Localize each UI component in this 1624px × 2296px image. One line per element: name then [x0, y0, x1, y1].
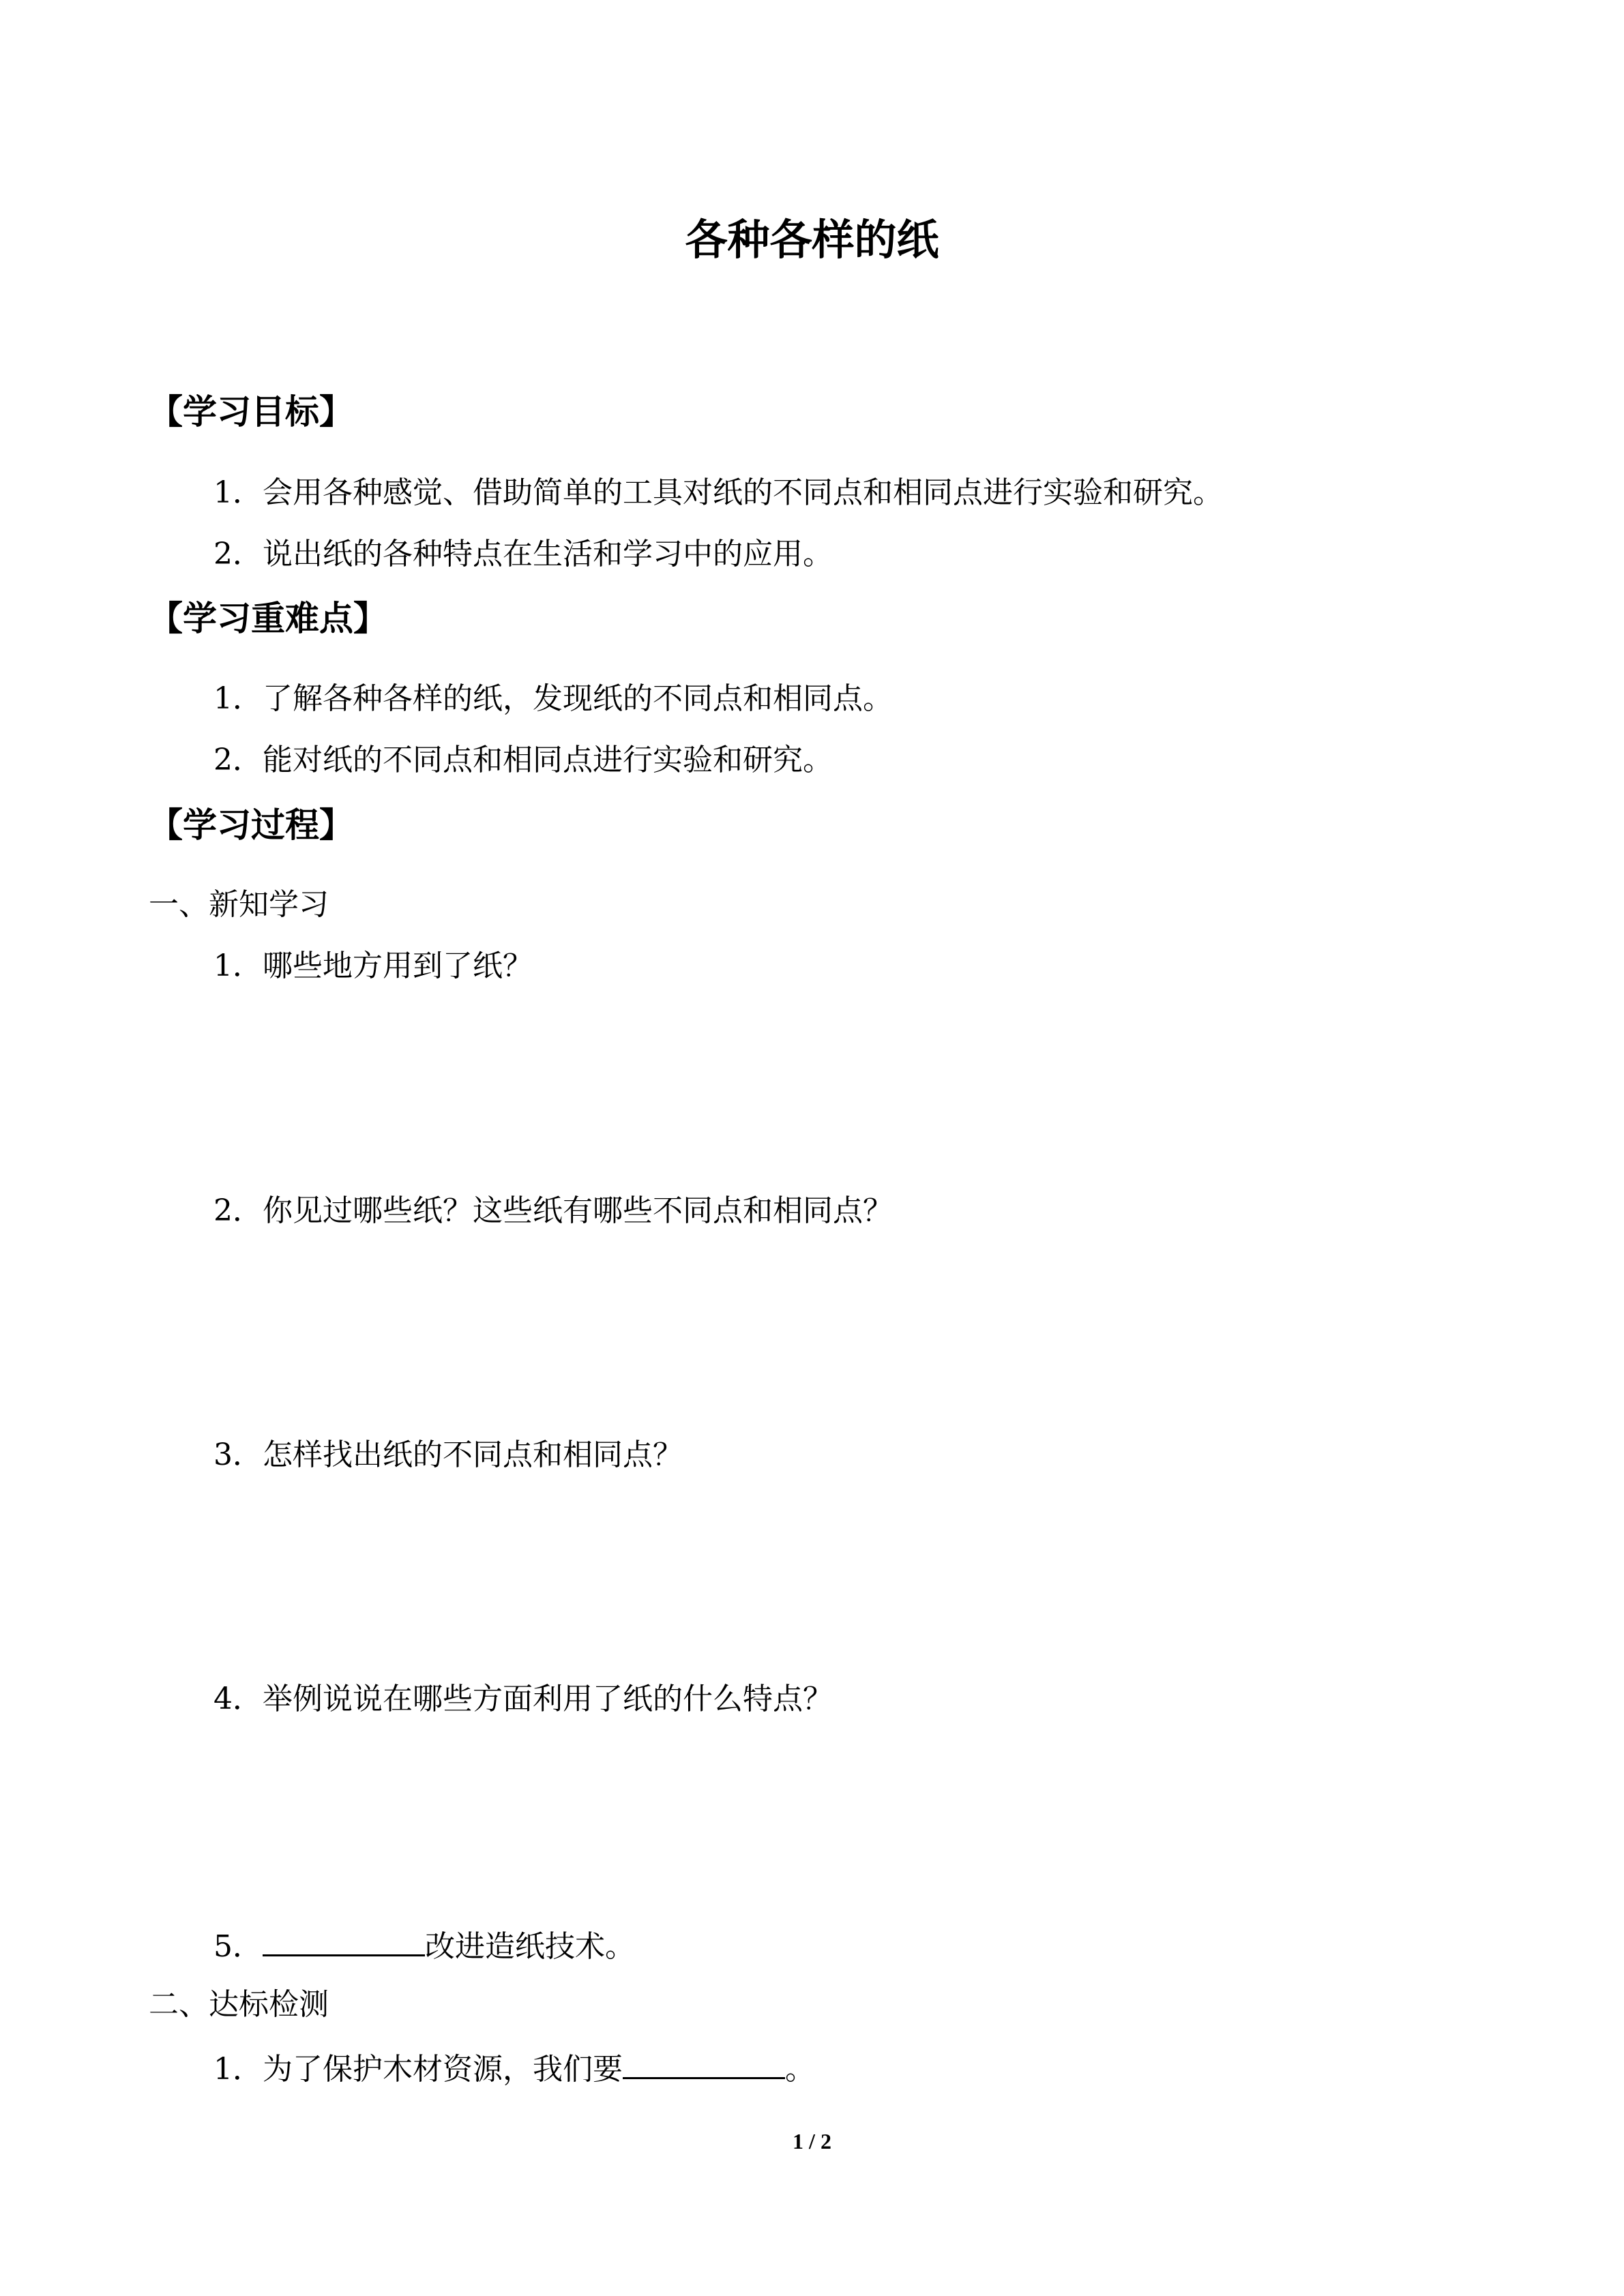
- section-heading-key-points: 【学习重难点】: [149, 599, 387, 638]
- page-number: 1 / 2: [793, 2129, 831, 2153]
- section-heading-learning-process: 【学习过程】: [149, 805, 353, 845]
- part-two-label: 二、达标检测: [149, 1987, 329, 2022]
- check-question-1-prefix: 1．为了保护木材资源，我们要: [213, 2052, 623, 2087]
- question-5: [213, 1923, 635, 1967]
- question-1: 1．哪些地方用到了纸？: [213, 949, 533, 983]
- check-question-1: [213, 2046, 815, 2090]
- question-4: 4．举例说说在哪些方面利用了纸的什么特点？: [213, 1682, 833, 1716]
- goal-item-2: 2．说出纸的各种特点在生活和学习中的应用。: [213, 537, 833, 571]
- answer-blank[interactable]: [263, 1923, 425, 1956]
- goal-item-1: 1．会用各种感觉、借助简单的工具对纸的不同点和相同点进行实验和研究。: [213, 475, 1223, 510]
- section-heading-learning-goals: 【学习目标】: [149, 392, 353, 432]
- question-5-prefix: 5．: [213, 1929, 263, 1964]
- answer-blank[interactable]: [623, 2046, 785, 2079]
- check-question-1-suffix: 。: [785, 2052, 815, 2087]
- part-one-label: 一、新知学习: [149, 887, 329, 922]
- page-title: 各种各样的纸: [685, 215, 939, 265]
- question-5-suffix: 改进造纸技术。: [425, 1929, 635, 1964]
- key-point-item-1: 1．了解各种各样的纸，发现纸的不同点和相同点。: [213, 681, 893, 716]
- question-3: 3．怎样找出纸的不同点和相同点？: [213, 1437, 683, 1472]
- question-2: 2．你见过哪些纸？这些纸有哪些不同点和相同点？: [213, 1193, 893, 1228]
- key-point-item-2: 2．能对纸的不同点和相同点进行实验和研究。: [213, 743, 833, 777]
